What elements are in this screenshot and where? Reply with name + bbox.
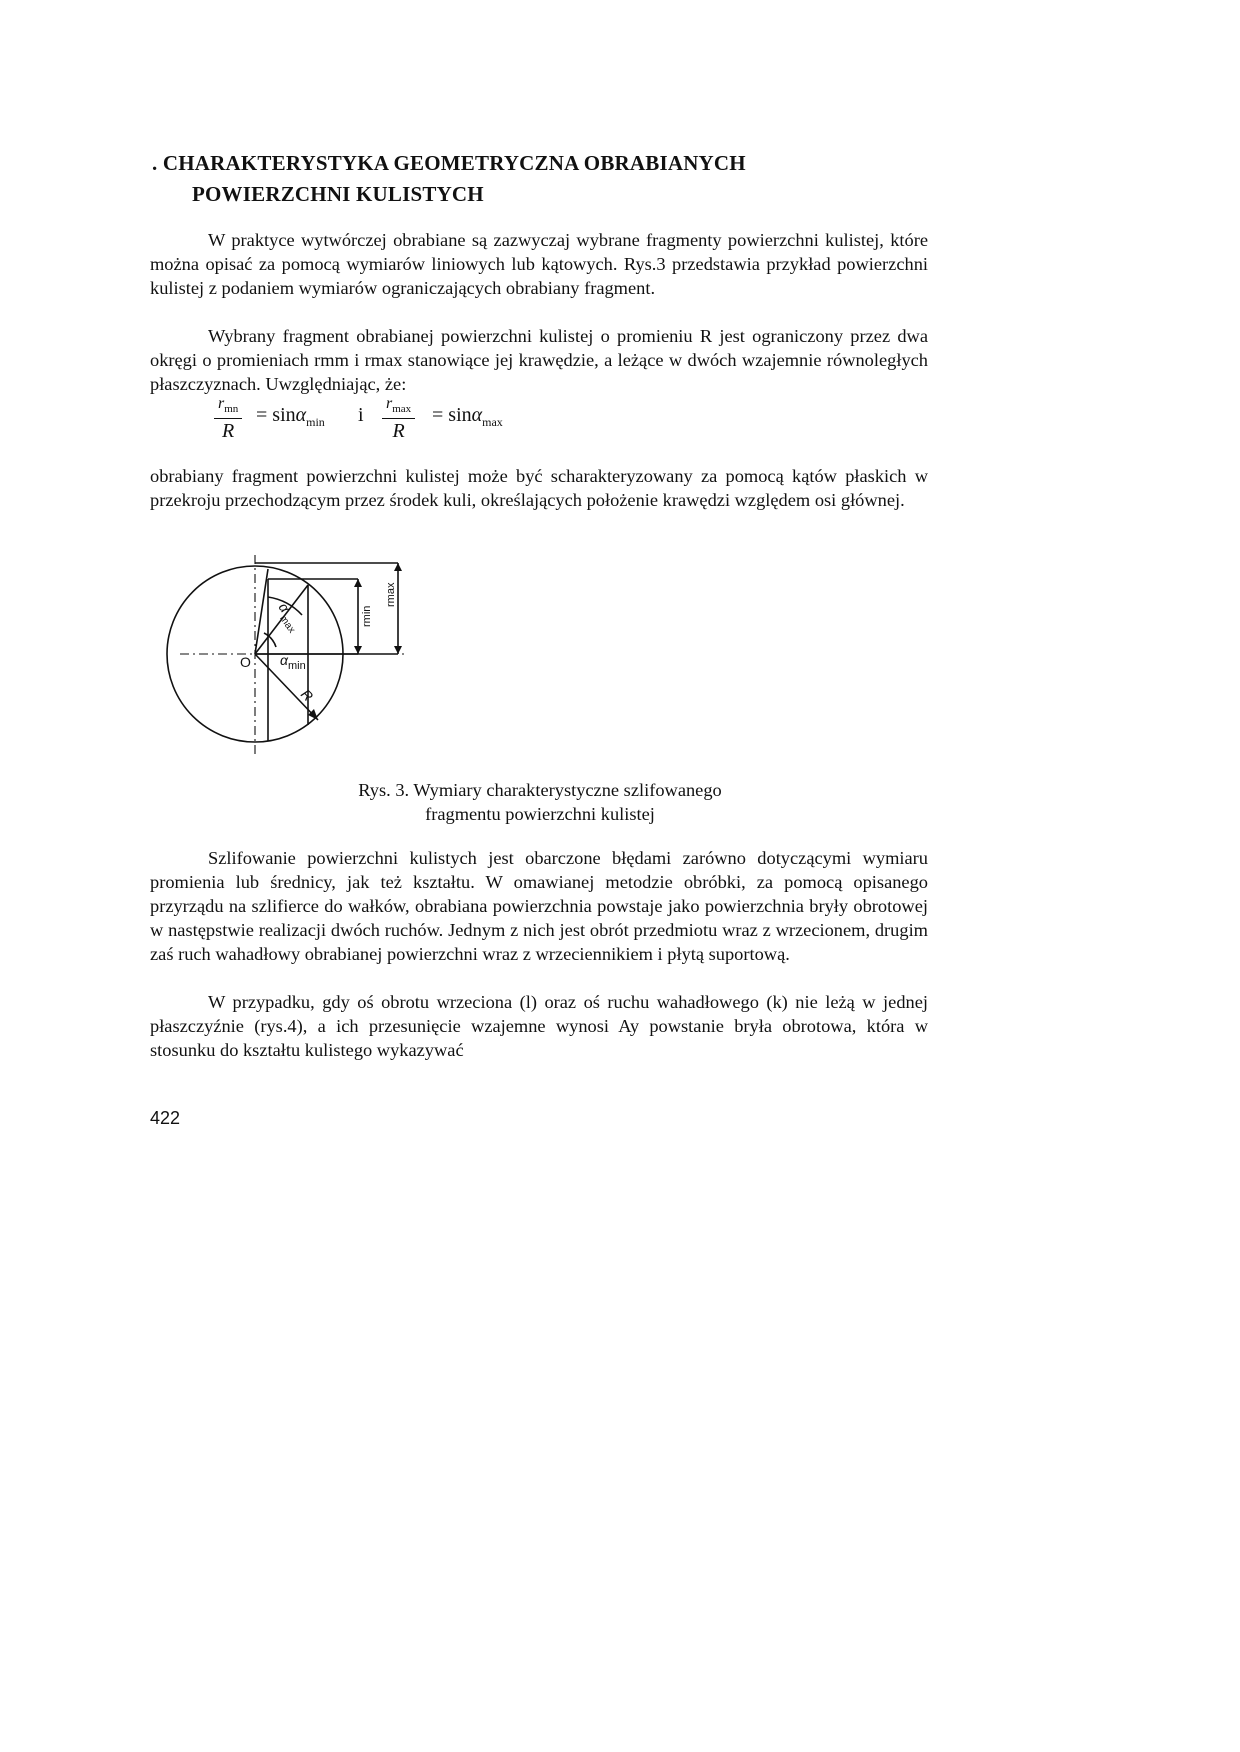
figure-caption [300,778,780,826]
fraction-rmin-over-r [214,396,242,443]
formula-sin-alpha [210,396,630,448]
caption-line-1: Rys. 3. Wymiary charakterystyczne szlifowanego [358,780,722,800]
rmax-label: rmax [385,582,397,607]
paragraph-4: Szlifowanie powierzchni kulistych jest obarczone błędami zarówno dotyczącymi wymiaru promienia lub średnicy, jak też kształtu. W omawianej metodzie obróbki, za pomocą opisanego przyrządu na szlifierce do wałków, obrabiana powierzchnia powstaje jako powierzchnia bryły obrotowej w następstwie realizacji dwóch ruchów. Jednym z nich jest obrót przedmiotu wraz z wrzecionem, drugim zaś ruch wahadłowy obrabianej powierzchni wraz z wrzeciennikiem i płytą suportową. [150,848,928,964]
caption-line-2: fragmentu powierzchni kulistej [425,804,655,824]
fraction-rmax-over-r [382,396,415,443]
alpha-min-label: α [280,652,288,668]
alpha-max-label: α [275,599,294,616]
eq2-sin: = sin [432,404,472,426]
heading-line-1: . CHARAKTERYSTYKA GEOMETRYCZNA OBRABIANYCH [152,151,746,175]
sphere-dimensions-figure [150,555,420,755]
frac2-denominator: R [392,420,405,443]
center-label-o: O [240,654,251,670]
eq1-sub: min [306,415,325,429]
formula-connector: i [358,404,364,426]
paragraph-1: W praktyce wytwórczej obrabiane są zazwyczaj wybrane fragmenty powierzchni kulistej, które można opisać za pomocą wymiarów liniowych lub kątowych. Rys.3 przedstawia przykład powierzchni kulistej z podaniem wymiarów ograniczających obrabiany fragment. [150,230,928,298]
section-heading [152,148,746,210]
paragraph-2: Wybrany fragment obrabianej powierzchni kulistej o promieniu R jest ograniczony przez dwa okręgi o promieniach rmm i rmax stanowiące jej krawędzie, a leżące w dwóch wzajemnie równoległych płaszczyznach. Uwzględniając, że: [150,326,928,394]
eq2-sub: max [482,415,503,429]
paragraph-5: W przypadku, gdy oś obrotu wrzeciona (l) oraz oś ruchu wahadłowego (k) nie leżą w jednej płaszczyźnie (rys.4), a ich przesunięcie wzajemne wynosi Ay powstanie bryła obrotowa, która w stosunku do kształtu kulistego wykazywać [150,992,928,1060]
equation-2-rhs [432,404,503,430]
eq1-sin: = sin [256,404,296,426]
rmin-arrow-bottom [354,646,362,654]
page-number: 422 [150,1108,181,1128]
rmax-arrow-bottom [394,646,402,654]
equation-1-rhs [256,404,325,430]
frac2-numerator-sub: max [392,403,412,416]
radius-to-rmin [255,569,268,654]
heading-line-2: POWIERZCHNI KULISTYCH [192,182,484,206]
alpha-min-sub: min [288,660,306,672]
frac1-numerator-var: r [218,395,225,412]
frac2-numerator-var: r [386,395,393,412]
frac1-numerator-sub: mn [224,403,239,416]
rmin-label: rmin [361,605,373,627]
eq1-alpha: α [295,404,307,426]
frac1-denominator: R [222,420,235,443]
eq2-alpha: α [471,404,483,426]
paragraph-3: obrabiany fragment powierzchni kulistej może być scharakteryzowany za pomocą kątów płaskich w przekroju przechodzącym przez środek kuli, określających położenie krawędzi względem osi głównej. [150,466,928,510]
rmax-arrow-top [394,563,402,571]
radius-label-r: R [297,685,317,705]
rmin-arrow-top [354,579,362,587]
alpha-max-sub: max [277,613,298,636]
